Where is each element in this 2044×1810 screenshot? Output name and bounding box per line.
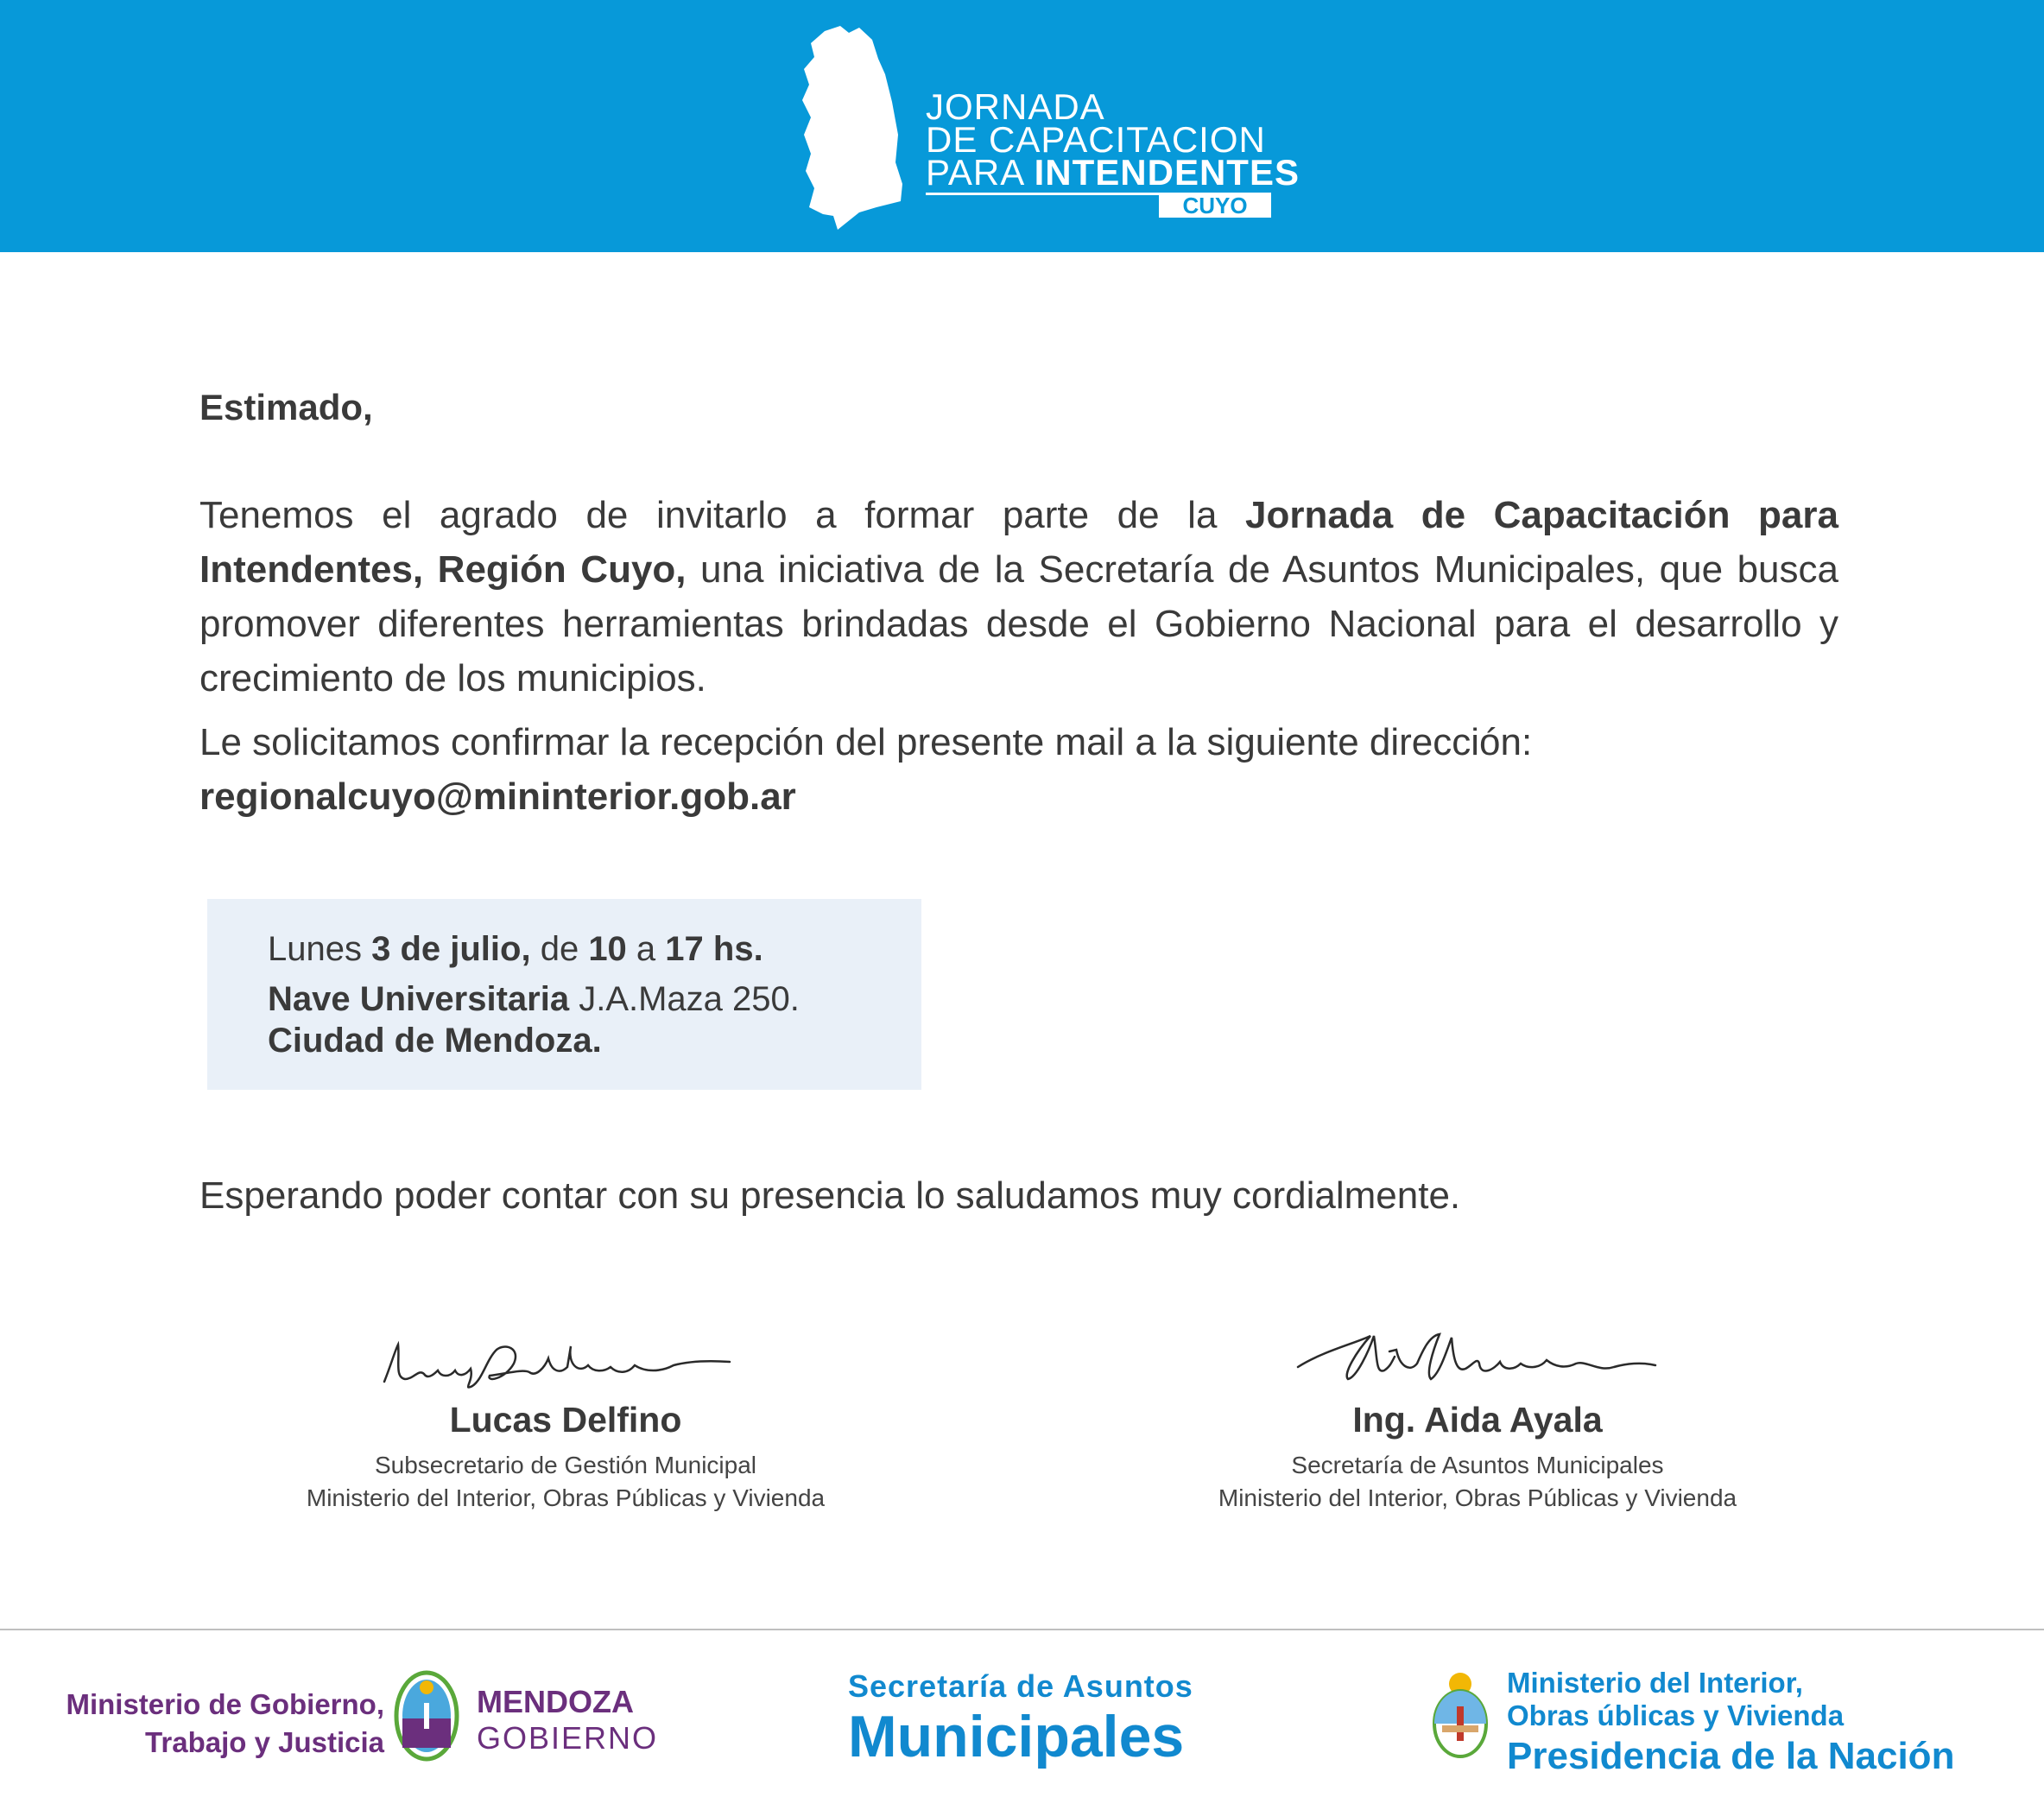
signature-block-ayala xyxy=(1162,1326,1793,1515)
region-badge: CUYO xyxy=(1159,193,1271,218)
ministry-gobierno-logo-text: Ministerio de Gobierno, Trabajo y Justicia xyxy=(66,1688,384,1758)
logo-line-3: PARA INTENDENTES xyxy=(926,152,1300,193)
contact-email-link[interactable]: regionalcuyo@mininterior.gob.ar xyxy=(199,775,796,818)
event-name: Jornada de Capacitación para Intendentes, Región Cuyo, xyxy=(199,494,1838,591)
logo-line-1: JORNADA xyxy=(926,86,1105,127)
logo-line-2: DE CAPACITACION xyxy=(926,119,1266,160)
confirmation-paragraph: Le solicitamos confirmar la recepción del presente mail a la siguiente dirección: regionalcuyo@mininterior.gob.ar xyxy=(199,721,1533,818)
closing-line: Esperando poder contar con su presencia lo saludamos muy cordialmente. xyxy=(199,1174,1461,1217)
mendoza-coat-of-arms-icon xyxy=(393,1668,460,1763)
signer-role: Secretaría de Asuntos Municipales Ministerio del Interior, Obras Públicas y Vivienda xyxy=(1218,1452,1737,1511)
signer-role: Subsecretario de Gestión Municipal Ministerio del Interior, Obras Públicas y Vivienda xyxy=(306,1452,826,1511)
handwritten-signature-delfino xyxy=(376,1334,756,1395)
event-logo xyxy=(926,86,1300,195)
ministerio-interior-logo-text: Ministerio del Interior, Obras úblicas y Vivienda Presidencia de la Nación xyxy=(1507,1667,1955,1777)
argentina-coat-of-arms-icon xyxy=(1425,1668,1496,1763)
mendoza-gobierno-logo-text: MENDOZA GOBIERNO xyxy=(477,1684,659,1756)
event-venue: Nave Universitaria J.A.Maza 250. xyxy=(268,980,800,1018)
secretaria-asuntos-municipales-logo: Secretaría de Asuntos Municipales xyxy=(848,1668,1193,1769)
signer-name: Ing. Aida Ayala xyxy=(1352,1400,1603,1440)
mendoza-map-icon xyxy=(799,24,915,231)
invitation-paragraph: Tenemos el agrado de invitarlo a formar parte de la Jornada de Capacitación para Intendentes, Región Cuyo, una iniciativa de la Secretaría de Asuntos Municipales, que busca promover diferentes herramientas brindadas desde el Gobierno Nacional para el desarrollo y crecimiento de los municipios. xyxy=(199,494,1838,699)
handwritten-signature-ayala xyxy=(1288,1326,1667,1395)
header-banner xyxy=(0,0,2044,252)
signature-block-delfino xyxy=(250,1334,881,1515)
event-city: Ciudad de Mendoza. xyxy=(268,1022,602,1060)
signer-name: Lucas Delfino xyxy=(449,1400,682,1440)
footer-divider xyxy=(0,1629,2044,1630)
event-details-box xyxy=(207,899,921,1090)
event-date-time: Lunes 3 de julio, de 10 a 17 hs. xyxy=(268,930,763,968)
greeting: Estimado, xyxy=(199,387,373,427)
